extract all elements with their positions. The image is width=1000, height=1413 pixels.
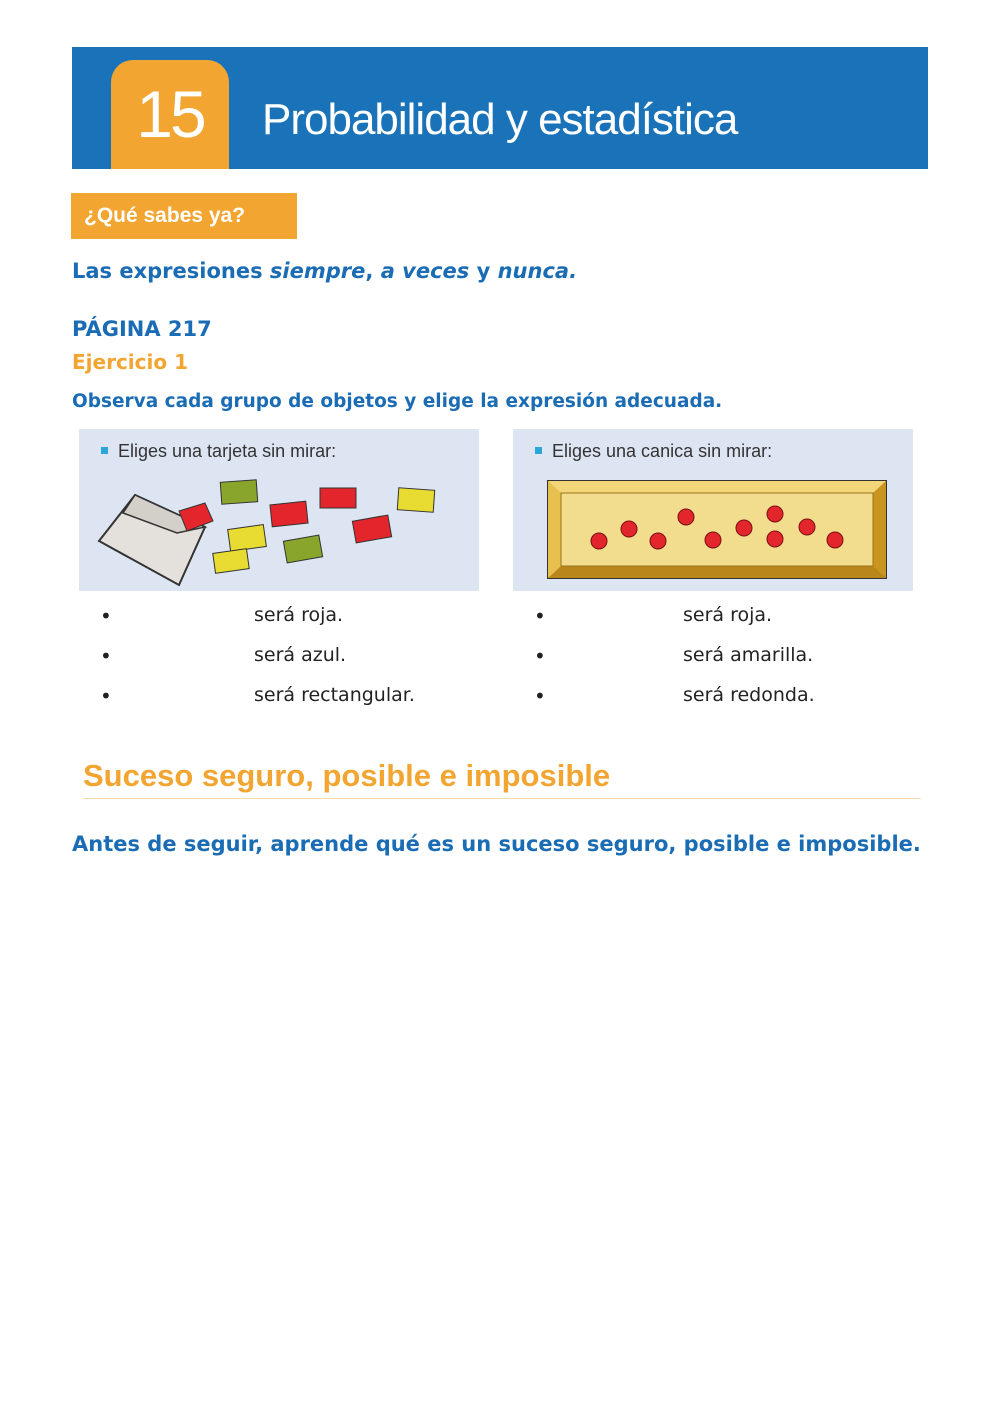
bullet-square-icon	[535, 447, 542, 454]
card-yellow-1-icon	[397, 488, 434, 512]
option-text: será roja.	[254, 604, 344, 626]
envelope-icon	[99, 495, 213, 585]
option-text: será redonda.	[683, 684, 815, 706]
option-text: será azul.	[254, 644, 347, 666]
marble-3-icon	[650, 533, 666, 549]
marble-1-icon	[591, 533, 607, 549]
exercise-instruction: Observa cada grupo de objetos y elige la expresión adecuada.	[72, 391, 723, 412]
marble-8-icon	[767, 531, 783, 547]
card-yellow-2-icon	[228, 525, 267, 552]
cards-caption	[101, 441, 336, 462]
cards-caption-text: Eliges una tarjeta sin mirar:	[118, 441, 337, 461]
marbles-caption-text: Eliges una canica sin mirar:	[552, 441, 773, 461]
intro-sep-1: ,	[365, 259, 381, 283]
option-text: será amarilla.	[683, 644, 814, 666]
intro-sep-2: y	[469, 259, 498, 283]
bullet-icon: •	[100, 604, 112, 628]
option-text: será roja.	[683, 604, 773, 626]
exercise-label: Ejercicio 1	[72, 350, 188, 374]
intro-suffix: .	[569, 259, 578, 283]
bullet-icon: •	[534, 644, 546, 668]
bullet-icon: •	[100, 684, 112, 708]
intro-word-nunca: nunca	[497, 259, 570, 283]
card-yellow-3-icon	[213, 549, 249, 574]
marble-6-icon	[736, 520, 752, 536]
card-green-1-icon	[220, 480, 257, 504]
cards-panel	[79, 429, 479, 591]
marble-7-icon	[767, 506, 783, 522]
option-text: será rectangular.	[254, 684, 415, 706]
bullet-square-icon	[101, 447, 108, 454]
card-green-2-icon	[283, 535, 322, 563]
unit-number-badge: 15	[111, 60, 229, 169]
marble-10-icon	[827, 532, 843, 548]
marble-5-icon	[705, 532, 721, 548]
tray-icon	[548, 481, 886, 578]
marble-9-icon	[799, 519, 815, 535]
bullet-icon: •	[534, 684, 546, 708]
page-reference: PÁGINA 217	[72, 317, 212, 341]
intro-prefix: Las expresiones	[72, 259, 270, 283]
intro-text	[72, 259, 577, 283]
marble-2-icon	[621, 521, 637, 537]
unit-title: Probabilidad y estadística	[262, 95, 738, 144]
marble-4-icon	[678, 509, 694, 525]
card-red-1-icon	[270, 501, 308, 527]
marbles-caption	[535, 441, 772, 462]
marbles-panel	[513, 429, 913, 591]
closing-instruction: Antes de seguir, aprende qué es un suceso seguro, posible e imposible.	[72, 832, 921, 856]
bullet-icon: •	[534, 604, 546, 628]
intro-word-siempre: siempre	[269, 259, 366, 283]
card-red-3-icon	[352, 515, 391, 543]
card-red-2-icon	[320, 488, 356, 508]
intro-word-a-veces: a veces	[380, 259, 470, 283]
bullet-icon: •	[100, 644, 112, 668]
section-tab: ¿Qué sabes ya?	[71, 193, 297, 239]
section-subheading: Suceso seguro, posible e imposible	[83, 758, 921, 799]
